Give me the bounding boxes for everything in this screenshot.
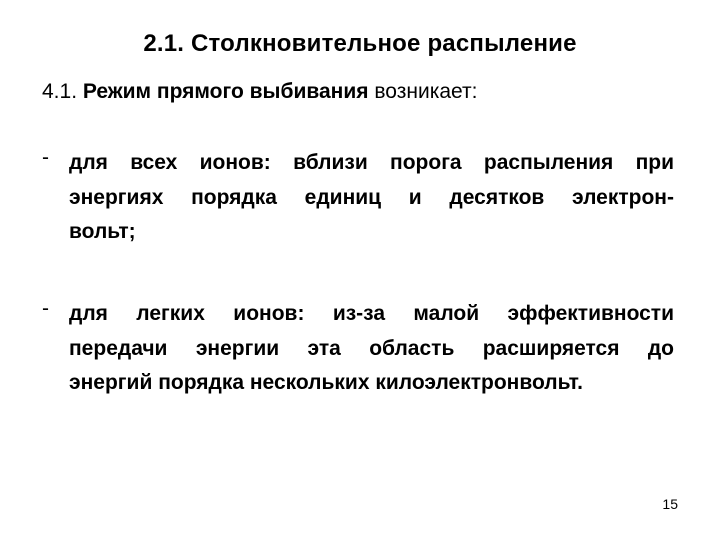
slide-title: 2.1. Столкновительное распыление [143,30,577,57]
bullet-dash: - [42,297,49,320]
bullet-line: для легких ионов: из-за малой эффективности [69,302,674,325]
page-number: 15 [662,496,678,512]
section-number: 4.1. [42,80,78,103]
section-emphasis: Режим прямого выбивания [82,80,369,103]
bullet-line: энергий порядка нескольких килоэлектронвольт. [69,371,583,394]
bullet-line: энергиях порядка единиц и десятков электрон- [69,185,674,209]
bullet-line: вольт; [69,220,136,243]
section-rest: возникает: [374,80,478,103]
bullet-item-all-ions [42,146,674,250]
bullet-item-light-ions [42,297,674,401]
bullet-dash: - [42,146,49,169]
section-heading [42,80,477,104]
bullet-line: для всех ионов: вблизи порога распыления при [69,151,674,174]
bullet-line: передачи энергии эта область расширяется до [69,336,674,360]
